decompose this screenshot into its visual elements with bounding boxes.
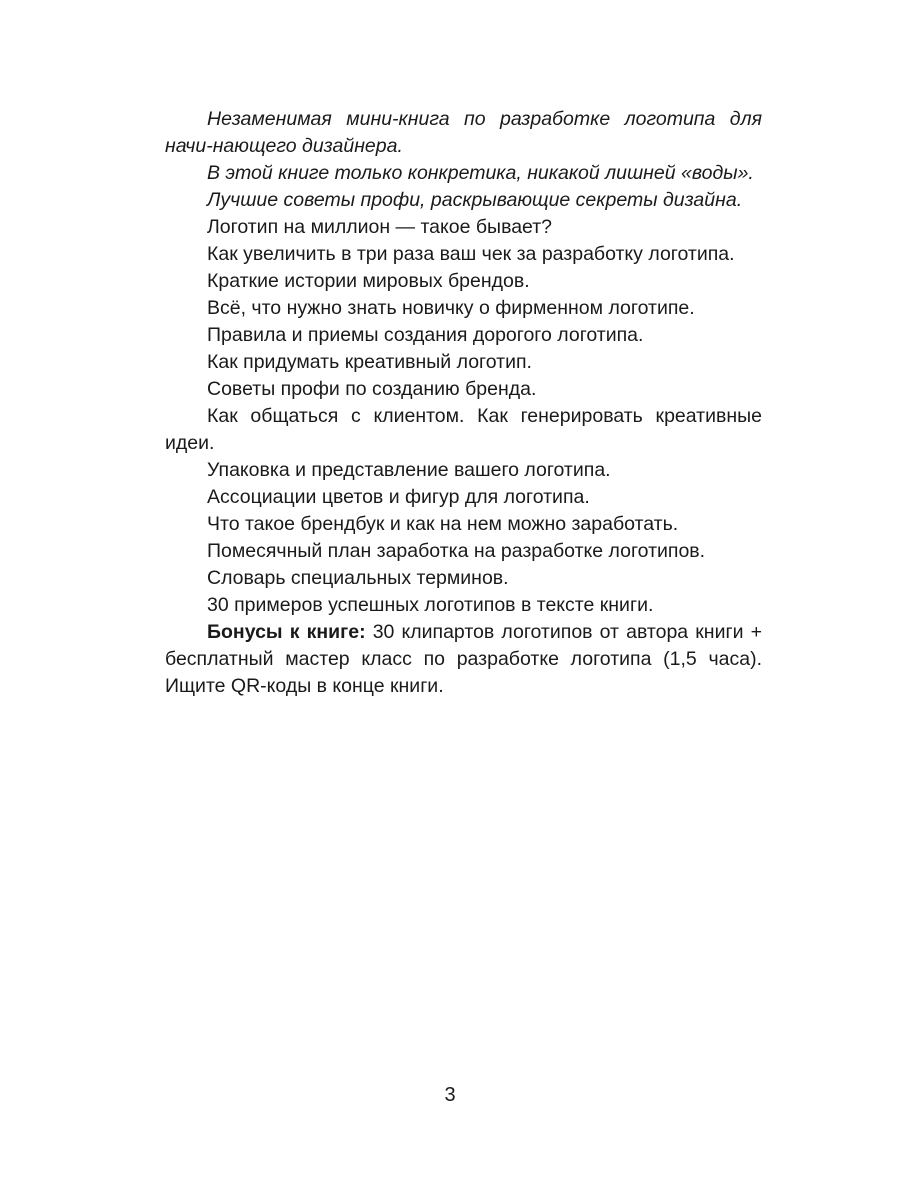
bonus-label: Бонусы к книге:	[207, 621, 366, 643]
intro-paragraph-2: В этой книге только конкретика, никакой лишней «воды».	[207, 162, 754, 184]
bonus-paragraph	[165, 619, 762, 700]
intro-paragraph-1: Незаменимая мини-книга по разработке логотипа для начи-нающего дизайнера.	[165, 108, 762, 157]
list-item: Всё, что нужно знать новичку о фирменном логотипе.	[207, 297, 695, 319]
list-item: Что такое брендбук и как на нем можно заработать.	[207, 513, 679, 535]
list-item: Как общаться с клиентом. Как генерировать креативные идеи.	[165, 405, 762, 454]
list-item: Помесячный план заработка на разработке логотипов.	[207, 540, 706, 562]
list-item: Как увеличить в три раза ваш чек за разработку логотипа.	[207, 243, 735, 265]
list-item: Упаковка и представление вашего логотипа.	[207, 459, 611, 481]
list-item: Советы профи по созданию бренда.	[207, 378, 537, 400]
page-number: 3	[444, 1084, 456, 1106]
list-item: Краткие истории мировых брендов.	[207, 270, 530, 292]
list-item: 30 примеров успешных логотипов в тексте книги.	[207, 594, 654, 616]
list-item: Ассоциации цветов и фигур для логотипа.	[207, 486, 590, 508]
list-item: Как придумать креативный логотип.	[207, 351, 532, 373]
list-item: Словарь специальных терминов.	[207, 567, 509, 589]
intro-paragraph-3: Лучшие советы профи, раскрывающие секреты дизайна.	[207, 189, 743, 211]
list-item: Логотип на миллион — такое бывает?	[207, 216, 553, 238]
bonus-text: 30 клипартов логотипов от автора книги + бесплатный мастер класс по разработке логотипа (1,5 часа). Ищите QR-коды в конце книги.	[165, 621, 762, 697]
list-item: Правила и приемы создания дорогого логотипа.	[207, 324, 644, 346]
page-body	[165, 106, 762, 700]
